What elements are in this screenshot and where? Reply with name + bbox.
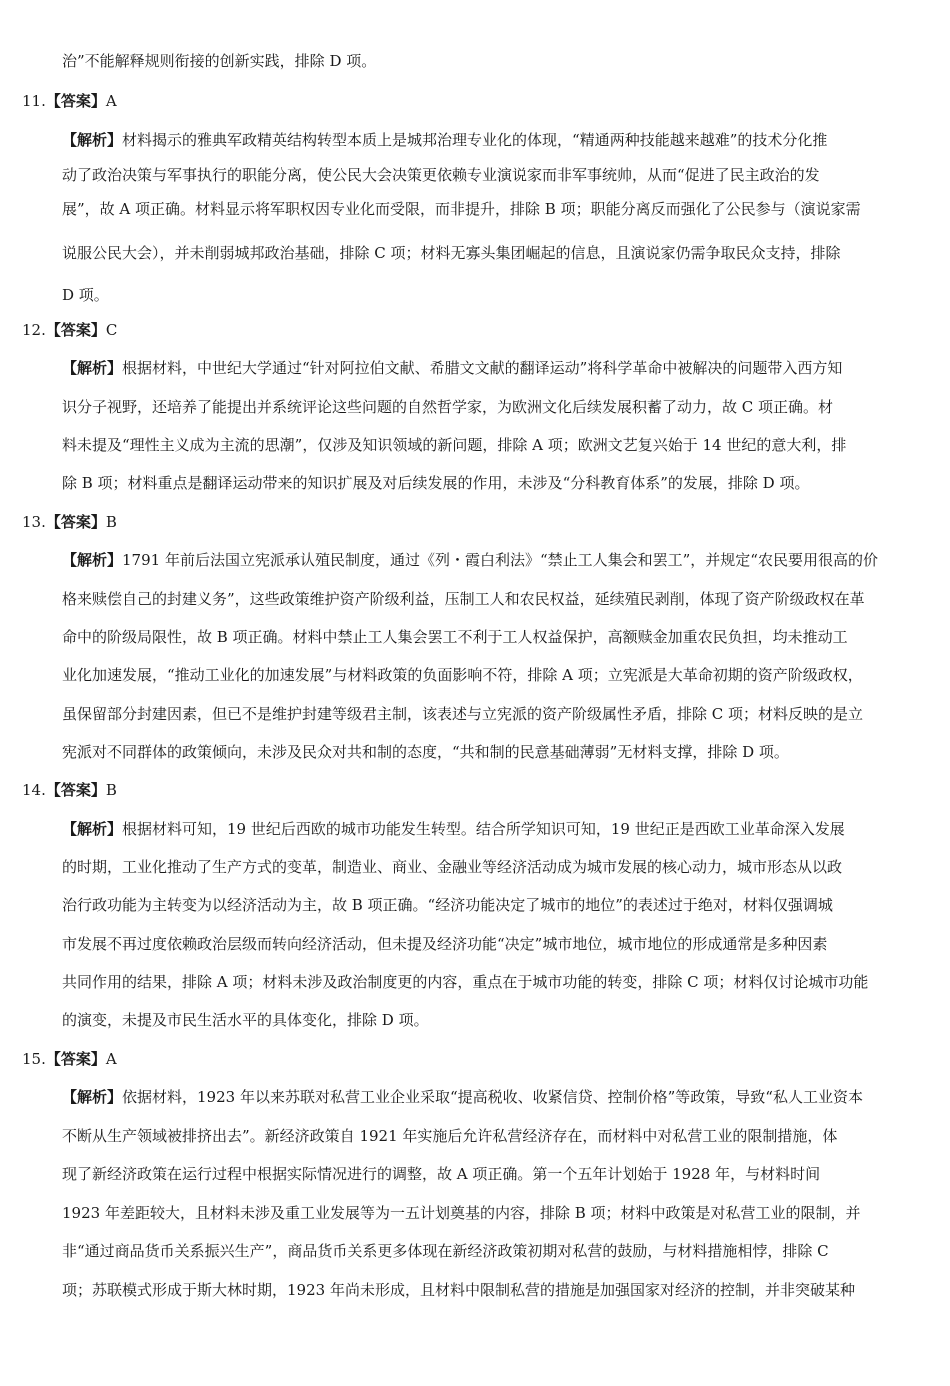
body-text: 识分子视野，还培养了能提出并系统评论这些问题的自然哲学家，为欧洲文化后续发展积蓄了动力，故 C 项正确。材 bbox=[62, 398, 834, 416]
body-text: 说服公民大会），并未削弱城邦政治基础，排除 C 项；材料无寡头集团崛起的信息，且演说家仍需争取民众支持，排除 bbox=[62, 244, 841, 262]
body-text: 现了新经济政策在运行过程中根据实际情况进行的调整，故 A 项正确。第一个五年计划始于 1928 年，与材料时间 bbox=[62, 1165, 821, 1183]
body-text: 市发展不再过度依赖政治层级而转向经济活动，但未提及经济功能“决定”城市地位，城市地位的形成通常是多种因素 bbox=[62, 935, 828, 953]
body-text: 虽保留部分封建因素，但已不是维护封建等级君主制，该表述与立宪派的资产阶级属性矛盾，排除 C 项；材料反映的是立 bbox=[62, 705, 864, 723]
body-text: 共同作用的结果，排除 A 项；材料未涉及政治制度更的内容，重点在于城市功能的转变，排除 C 项；材料仅讨论城市功能 bbox=[62, 973, 869, 991]
body-text: 的时期，工业化推动了生产方式的变革，制造业、商业、金融业等经济活动成为城市发展的核心动力，城市形态从以政 bbox=[62, 858, 843, 876]
body-text: 不断从生产领域被排挤出去”。新经济政策自 1921 年实施后允许私营经济存在，而材料中对私营工业的限制措施，体 bbox=[62, 1127, 838, 1145]
body-text: 宪派对不同群体的政策倾向，未涉及民众对共和制的态度，“共和制的民意基础薄弱”无材料支撑，排除 D 项。 bbox=[62, 743, 789, 761]
body-text: 1791 年前后法国立宪派承认殖民制度，通过《列・霞白利法》“禁止工人集会和罢工”，并规定“农民要用很高的价 bbox=[122, 551, 878, 569]
analysis-label: 【解析】 bbox=[62, 359, 123, 377]
body-text: 根据材料可知，19 世纪后西欧的城市功能发生转型。结合所学知识可知，19 世纪正是西欧工业革命深入发展 bbox=[122, 820, 845, 838]
body-text: 根据材料，中世纪大学通过“针对阿拉伯文献、希腊文文献的翻译运动”将科学革命中被解决的问题带入西方知 bbox=[122, 359, 843, 377]
body-text: 非“通过商品货币关系振兴生产”，商品货币关系更多体现在新经济政策初期对私营的鼓励，与材料措施相悖，排除 C bbox=[62, 1242, 829, 1260]
body-text: 业化加速发展，“推动工业化的加速发展”与材料政策的负面影响不符，排除 A 项；立宪派是大革命初期的资产阶级政权， bbox=[62, 666, 863, 684]
question-number: 14.【答案】B bbox=[22, 781, 117, 799]
body-text: 治”不能解释规则衔接的创新实践，排除 D 项。 bbox=[62, 52, 377, 70]
body-text: 除 B 项；材料重点是翻译运动带来的知识扩展及对后续发展的作用，未涉及“分科教育体系”的发展，排除 D 项。 bbox=[62, 474, 810, 492]
question-number: 15.【答案】A bbox=[22, 1050, 117, 1068]
body-text: 料未提及“理性主义成为主流的思潮”，仅涉及知识领域的新问题，排除 A 项；欧洲文艺复兴始于 14 世纪的意大利，排 bbox=[62, 436, 847, 454]
body-text: 动了政治决策与军事执行的职能分离，使公民大会决策更依赖专业演说家而非军事统帅，从而“促进了民主政治的发 bbox=[62, 166, 820, 184]
body-text: 依据材料，1923 年以来苏联对私营工业企业采取“提高税收、收紧信贷、控制价格”等政策，导致“私人工业资本 bbox=[122, 1088, 863, 1106]
body-text: 项；苏联模式形成于斯大林时期，1923 年尚未形成，且材料中限制私营的措施是加强国家对经济的控制，并非突破某种 bbox=[62, 1281, 855, 1299]
body-text: 展”，故 A 项正确。材料显示将军职权因专业化而受限，而非提升，排除 B 项；职能分离反而强化了公民参与（演说家需 bbox=[62, 200, 861, 218]
body-text: 1923 年差距较大，且材料未涉及重工业发展等为一五计划奠基的内容，排除 B 项；材料中政策是对私营工业的限制，并 bbox=[62, 1204, 861, 1222]
question-number: 12.【答案】C bbox=[22, 321, 118, 339]
body-text: D 项。 bbox=[62, 286, 109, 304]
body-text: 的演变，未提及市民生活水平的具体变化，排除 D 项。 bbox=[62, 1011, 429, 1029]
body-text: 材料揭示的雅典军政精英结构转型本质上是城邦治理专业化的体现，“精通两种技能越来越难”的技术分化推 bbox=[122, 131, 828, 149]
body-text: 治行政功能为主转变为以经济活动为主，故 B 项正确。“经济功能决定了城市的地位”的表述过于绝对，材料仅强调城 bbox=[62, 896, 833, 914]
body-text: 格来赎偿自己的封建义务”，这些政策维护资产阶级利益，压制工人和农民权益，延续殖民剥削，体现了资产阶级政权在革 bbox=[62, 590, 865, 608]
question-number: 13.【答案】B bbox=[22, 513, 117, 531]
analysis-label: 【解析】 bbox=[62, 551, 123, 569]
body-text: 命中的阶级局限性，故 B 项正确。材料中禁止工人集会罢工不利于工人权益保护，高额赎金加重农民负担，均未推动工 bbox=[62, 628, 848, 646]
analysis-label: 【解析】 bbox=[62, 131, 123, 149]
question-number: 11.【答案】A bbox=[22, 92, 117, 110]
analysis-label: 【解析】 bbox=[62, 820, 123, 838]
analysis-label: 【解析】 bbox=[62, 1088, 123, 1106]
